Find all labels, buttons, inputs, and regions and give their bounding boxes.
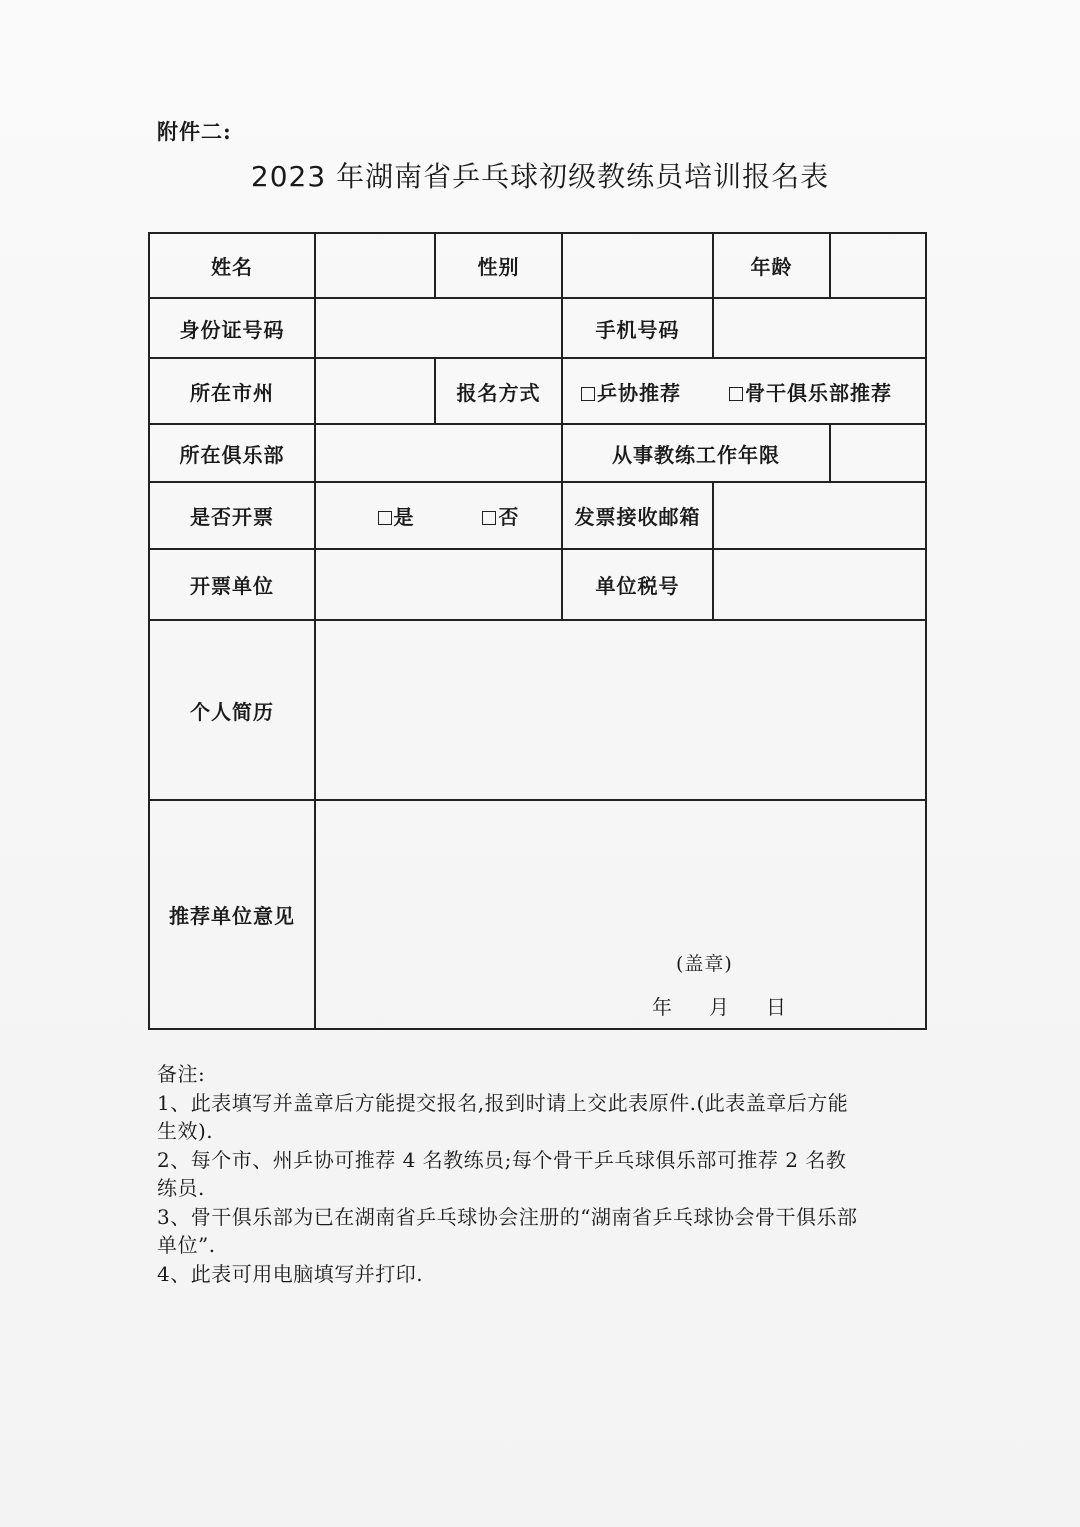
id-number-field[interactable] bbox=[315, 298, 562, 358]
age-label: 年龄 bbox=[713, 233, 830, 298]
option-club-label: 骨干俱乐部推荐 bbox=[744, 380, 892, 405]
date-month: 月 bbox=[709, 995, 730, 1019]
age-field[interactable] bbox=[830, 233, 926, 298]
club-label: 所在俱乐部 bbox=[149, 424, 315, 482]
form-row-resume bbox=[149, 620, 926, 800]
tax-number-label: 单位税号 bbox=[562, 549, 713, 620]
invoice-email-label: 发票接收邮箱 bbox=[562, 482, 713, 549]
name-label: 姓名 bbox=[149, 233, 315, 298]
form-row-city bbox=[149, 358, 926, 424]
checkbox-icon[interactable] bbox=[378, 511, 392, 525]
date-year: 年 bbox=[652, 995, 673, 1019]
registration-method-options bbox=[562, 358, 926, 424]
form-row-club bbox=[149, 424, 926, 482]
notes-line: 练员. bbox=[157, 1176, 205, 1200]
id-number-label: 身份证号码 bbox=[149, 298, 315, 358]
notes-line: 2、每个市、州乒协可推荐 4 名教练员;每个骨干乒乓球俱乐部可推荐 2 名教 bbox=[157, 1147, 847, 1172]
city-label: 所在市州 bbox=[149, 358, 315, 424]
recommend-opinion-label: 推荐单位意见 bbox=[149, 800, 315, 1029]
option-yes[interactable] bbox=[378, 501, 415, 530]
name-field[interactable] bbox=[315, 233, 435, 298]
date-line bbox=[652, 991, 787, 1020]
notes-section bbox=[157, 1060, 922, 1288]
checkbox-icon[interactable] bbox=[729, 387, 743, 401]
notes-heading: 备注: bbox=[157, 1062, 206, 1086]
phone-label: 手机号码 bbox=[562, 298, 713, 358]
invoice-email-field[interactable] bbox=[713, 482, 926, 549]
tax-number-field[interactable] bbox=[713, 549, 926, 620]
notes-line: 4、此表可用电脑填写并打印. bbox=[157, 1261, 424, 1286]
resume-label: 个人简历 bbox=[149, 620, 315, 800]
checkbox-icon[interactable] bbox=[482, 511, 496, 525]
page-title: 2023 年湖南省乒乓球初级教练员培训报名表 bbox=[250, 160, 830, 193]
invoice-label: 是否开票 bbox=[149, 482, 315, 549]
invoice-unit-label: 开票单位 bbox=[149, 549, 315, 620]
form-row-invoice-unit bbox=[149, 549, 926, 620]
option-no-label: 否 bbox=[498, 505, 520, 529]
attachment-label: 附件二: bbox=[157, 119, 232, 144]
form-row-name bbox=[149, 233, 926, 298]
phone-field[interactable] bbox=[713, 298, 926, 358]
option-association[interactable] bbox=[581, 377, 681, 406]
gender-label: 性别 bbox=[435, 233, 562, 298]
form-row-id bbox=[149, 298, 926, 358]
checkbox-icon[interactable] bbox=[581, 387, 595, 401]
form-row-invoice bbox=[149, 482, 926, 549]
option-club[interactable] bbox=[729, 377, 892, 406]
recommend-opinion-field[interactable] bbox=[315, 800, 926, 1029]
resume-field[interactable] bbox=[315, 620, 926, 800]
notes-line: 1、此表填写并盖章后方能提交报名,报到时请上交此表原件.(此表盖章后方能 bbox=[157, 1090, 849, 1115]
form-row-recommend bbox=[149, 800, 926, 1029]
club-field[interactable] bbox=[315, 424, 562, 482]
option-no[interactable] bbox=[482, 501, 519, 530]
option-association-label: 乒协推荐 bbox=[597, 380, 681, 405]
gender-field[interactable] bbox=[562, 233, 713, 298]
coaching-years-label: 从事教练工作年限 bbox=[562, 424, 830, 482]
notes-line: 3、骨干俱乐部为已在湖南省乒乓球协会注册的“湖南省乒乓球协会骨干俱乐部 bbox=[157, 1204, 858, 1229]
date-day: 日 bbox=[766, 995, 787, 1019]
seal-label: (盖章) bbox=[676, 953, 733, 975]
city-field[interactable] bbox=[315, 358, 435, 424]
notes-line: 单位”. bbox=[157, 1233, 216, 1257]
registration-method-label: 报名方式 bbox=[435, 358, 562, 424]
notes-line: 生效). bbox=[157, 1119, 214, 1143]
coaching-years-field[interactable] bbox=[830, 424, 926, 482]
registration-form-table bbox=[148, 232, 927, 1030]
invoice-options bbox=[315, 482, 562, 549]
option-yes-label: 是 bbox=[393, 505, 415, 529]
invoice-unit-field[interactable] bbox=[315, 549, 562, 620]
